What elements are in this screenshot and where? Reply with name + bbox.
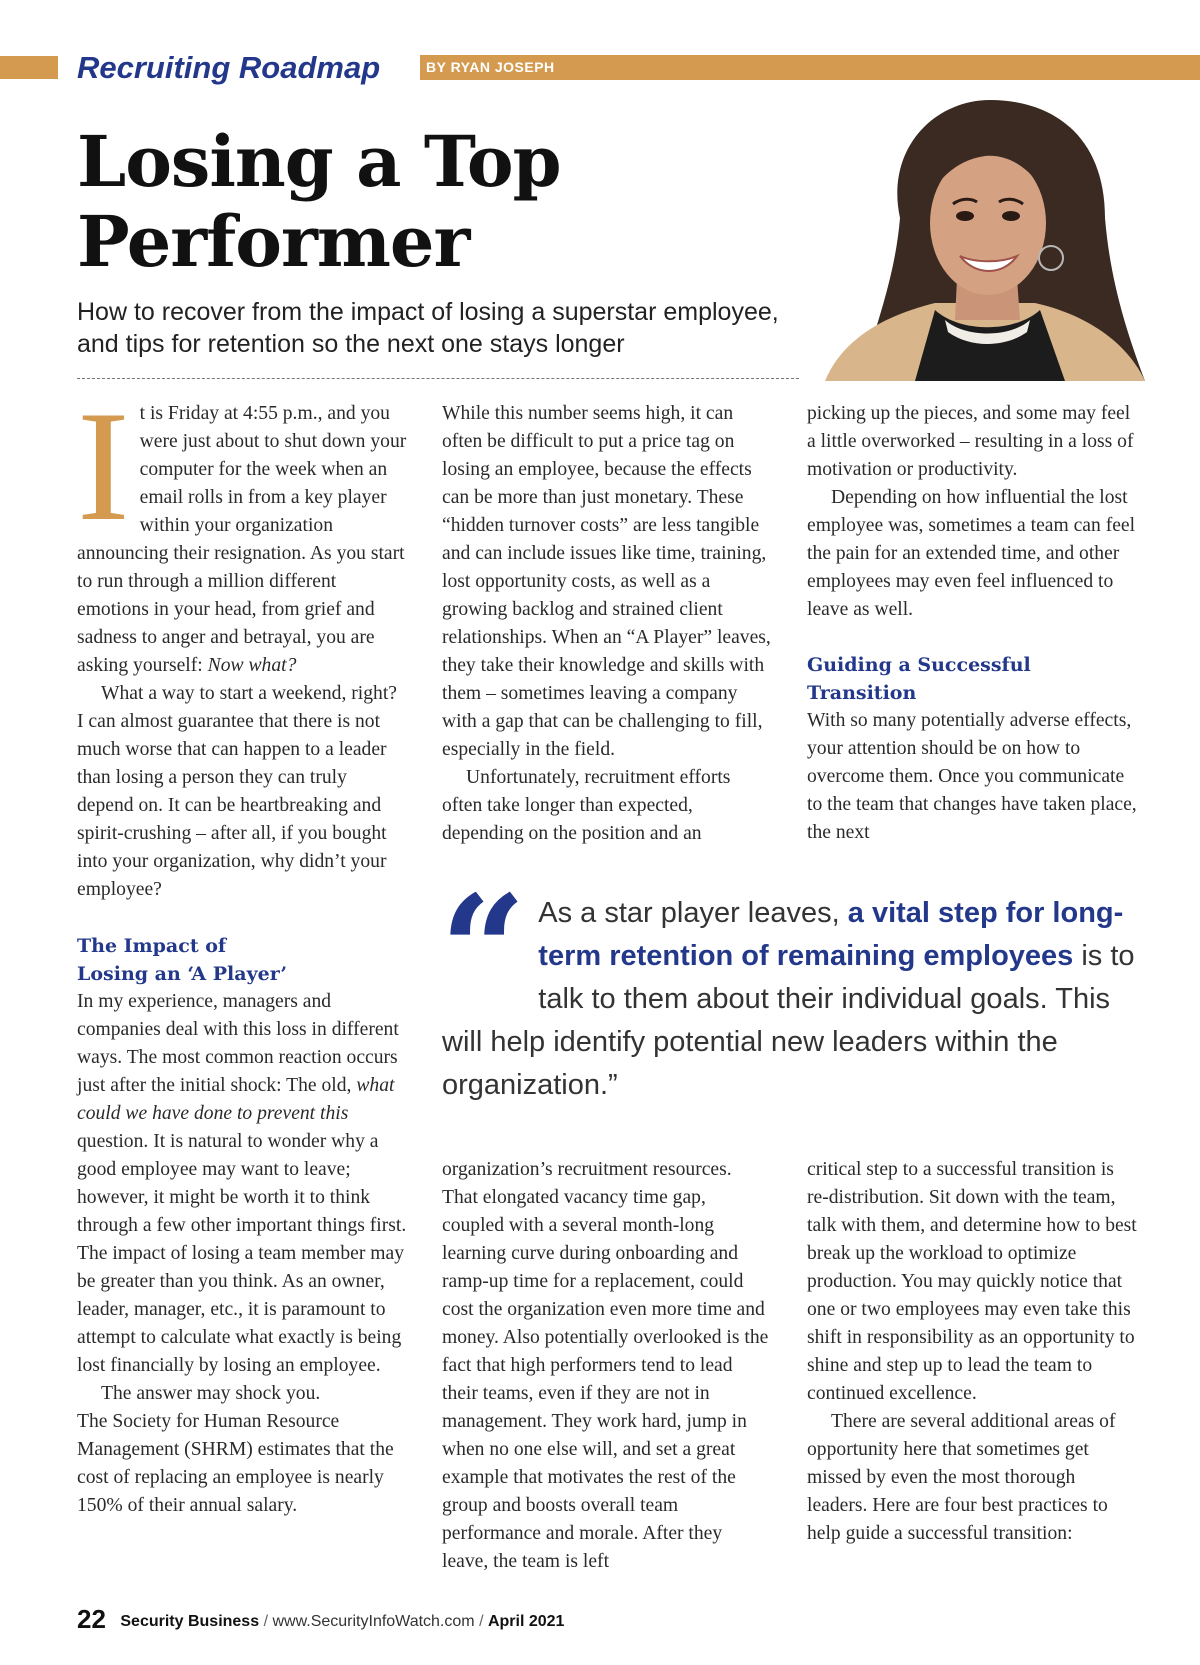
col3-paragraph-2: Depending on how influential the lost employee was, sometimes a team can feel the pain for an extended time, and other employees may even feel influenced to leave as well. <box>807 487 1136 620</box>
article-headline <box>77 122 561 282</box>
col2-paragraph-1: While this number seems high, it can often be difficult to put a price tag on losing an employee, because the effects can be more than just monetary. These “hidden turnover costs” are less tangible and can include issues like time, training, lost opportunity costs, as well as a growing backlog and strained client relationships. When an “A Player” leaves, they take their knowledge and skills with them – sometimes leaving a company with a gap that can be challenging to fill, especially in the field. <box>442 403 771 760</box>
col1-paragraph-2: What a way to start a weekend, right? I can almost guarantee that there is not much worse that can happen to a leader than losing a person they can truly depend on. It can be heartbreaking and spirit-crushing – after all, if you bought into your organization, why didn’t your employee? <box>77 683 397 900</box>
footer-separator: / <box>263 1613 269 1630</box>
dek-line-2: and tips for retention so the next one stays longer <box>77 330 625 358</box>
col1-paragraph-1: t is Friday at 4:55 p.m., and you were just about to shut down your computer for the week when an email rolls in from a key player within your organization announcing their resignation. As you start to run through a million different emotions in your head, from grief and sadness to anger and betrayal, you are asking yourself: Now what? <box>77 403 407 676</box>
col2-paragraph-2: Unfortunately, recruitment efforts often take longer than expected, depending on the position and an <box>442 767 731 844</box>
col1-paragraph-4: The answer may shock you. <box>101 1383 321 1404</box>
drop-cap: I <box>77 379 130 554</box>
pull-quote-lead: As a star player leaves, <box>538 897 840 929</box>
article-column-2-bottom <box>442 1156 772 1576</box>
page-footer <box>77 1604 564 1635</box>
byline: BY RYAN JOSEPH <box>426 59 555 75</box>
col2-paragraph-3: organization’s recruitment resources. That elongated vacancy time gap, coupled with a several month-long learning curve during onboarding and ramp-up time for a replacement, could cost the organization even more time and money. Also potentially overlooked is the fact that high performers tend to lead their teams, even if they are not in management. They work hard, jump in when no one else will, and set a great example that motivates the rest of the group and boosts overall team performance and morale. After they leave, the team is left <box>442 1159 769 1572</box>
headline-line-1: Losing a Top <box>77 120 561 203</box>
article-column-2-top <box>442 400 772 848</box>
pull-quote-emphasis: a vital step for long-term retention of remaining employees <box>538 897 1124 972</box>
page-number: 22 <box>77 1604 106 1634</box>
author-photo <box>805 98 1150 381</box>
footer-separator: / <box>479 1613 484 1630</box>
dashed-divider <box>77 378 799 379</box>
issue-date: April 2021 <box>487 1613 565 1630</box>
section-title: Recruiting Roadmap <box>77 50 381 85</box>
col3-paragraph-5: There are several additional areas of opportunity here that sometimes get missed by even the most thorough leaders. Here are four best practices to help guide a successful transition: <box>807 1411 1116 1544</box>
article-column-3-bottom <box>807 1156 1137 1548</box>
article-dek <box>77 296 867 360</box>
footer-website: www.SecurityInfoWatch.com <box>272 1613 475 1630</box>
emphasis-prevent: what could we have done to prevent this <box>77 1075 395 1124</box>
emphasis-now-what: Now what? <box>207 655 297 676</box>
subhead-impact: The Impact of Losing an ‘A Player’ <box>77 935 288 985</box>
pull-quote-tail: is to talk to them about their individual goals. This will help identify potential new leaders within the organization.” <box>442 940 1135 1101</box>
subhead-guiding: Guiding a Successful Transition <box>807 654 1031 704</box>
dek-line-1: How to recover from the impact of losing a superstar employee, <box>77 298 779 326</box>
article-column-1 <box>77 379 407 1520</box>
col3-paragraph-3: With so many potentially adverse effects, your attention should be on how to overcome them. Once you communicate to the team that changes have taken place, the next <box>807 710 1137 843</box>
quote-mark-icon: “ <box>440 863 527 1039</box>
publication-name: Security Business <box>120 1613 260 1630</box>
pull-quote <box>440 863 1142 1107</box>
col3-paragraph-4: critical step to a successful transition is re-distribution. Sit down with the team, talk with them, and determine how to best break up the workload to optimize production. You may quickly notice that one or two employees may even take this shift in responsibility as an opportunity to shine and step up to lead the team to continued excellence. <box>807 1159 1137 1404</box>
headline-line-2: Performer <box>77 200 470 283</box>
col1-paragraph-3: In my experience, managers and companies deal with this loss in different ways. The most common reaction occurs just after the initial shock: The old, what could we have done to prevent this question. It is natural to wonder why a good employee may want to leave; however, it might be worth it to think through a few other important things first. The impact of losing a team member may be greater than you think. As an owner, leader, manager, etc., it is paramount to attempt to calculate what exactly is being lost financially by losing an employee. <box>77 991 407 1376</box>
header-accent-bar <box>0 56 58 79</box>
col3-paragraph-1: picking up the pieces, and some may feel a little overworked – resulting in a loss of motivation or productivity. <box>807 403 1134 480</box>
article-column-3-top <box>807 400 1137 847</box>
col1-paragraph-5: The Society for Human Resource Management (SHRM) estimates that the cost of replacing an employee is nearly 150% of their annual salary. <box>77 1411 394 1516</box>
